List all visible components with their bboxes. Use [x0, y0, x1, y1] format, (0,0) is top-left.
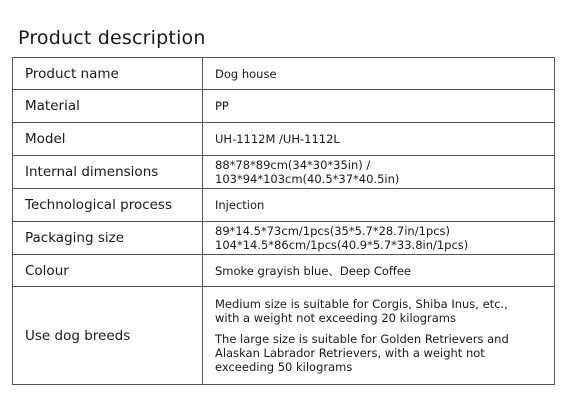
row-label: Use dog breeds	[13, 287, 203, 385]
row-value: Injection	[203, 189, 555, 222]
table-row-product-name	[13, 58, 555, 90]
breed-text-line: Alaskan Labrador Retrievers, with a weight not	[215, 346, 485, 360]
table-row-model	[13, 123, 555, 156]
table-row-material	[13, 90, 555, 123]
breed-paragraph-medium	[215, 297, 548, 325]
row-value: PP	[203, 90, 555, 123]
table-row-use-dog-breeds	[13, 287, 555, 385]
row-value	[203, 287, 555, 385]
row-value: 88*78*89cm(34*30*35in) / 103*94*103cm(40.5*37*40.5in)	[203, 156, 555, 189]
table-row-colour	[13, 255, 555, 287]
packaging-size-line: 89*14.5*73cm/1pcs(35*5.7*28.7in/1pcs)	[215, 224, 450, 238]
breed-paragraph-large	[215, 332, 548, 374]
packaging-size-line: 104*14.5*86cm/1pcs(40.9*5.7*33.8in/1pcs)	[215, 238, 469, 252]
breed-text-line: Medium size is suitable for Corgis, Shiba Inus, etc.,	[215, 297, 508, 311]
breed-text-line: exceeding 50 kilograms	[215, 360, 353, 374]
page-title: Product description	[18, 27, 206, 49]
row-label: Internal dimensions	[13, 156, 203, 189]
row-value	[203, 222, 555, 255]
row-label: Material	[13, 90, 203, 123]
row-label: Model	[13, 123, 203, 156]
product-spec-table	[12, 57, 555, 385]
breed-text-line: The large size is suitable for Golden Retrievers and	[215, 332, 509, 346]
row-label: Product name	[13, 58, 203, 90]
row-label: Technological process	[13, 189, 203, 222]
row-label: Packaging size	[13, 222, 203, 255]
row-value: Smoke grayish blue、Deep Coffee	[203, 255, 555, 287]
table-row-technological-process	[13, 189, 555, 222]
row-label: Colour	[13, 255, 203, 287]
table-row-internal-dimensions	[13, 156, 555, 189]
row-value: Dog house	[203, 58, 555, 90]
table-row-packaging-size	[13, 222, 555, 255]
breed-text-line: with a weight not exceeding 20 kilograms	[215, 311, 457, 325]
row-value: UH-1112M /UH-1112L	[203, 123, 555, 156]
